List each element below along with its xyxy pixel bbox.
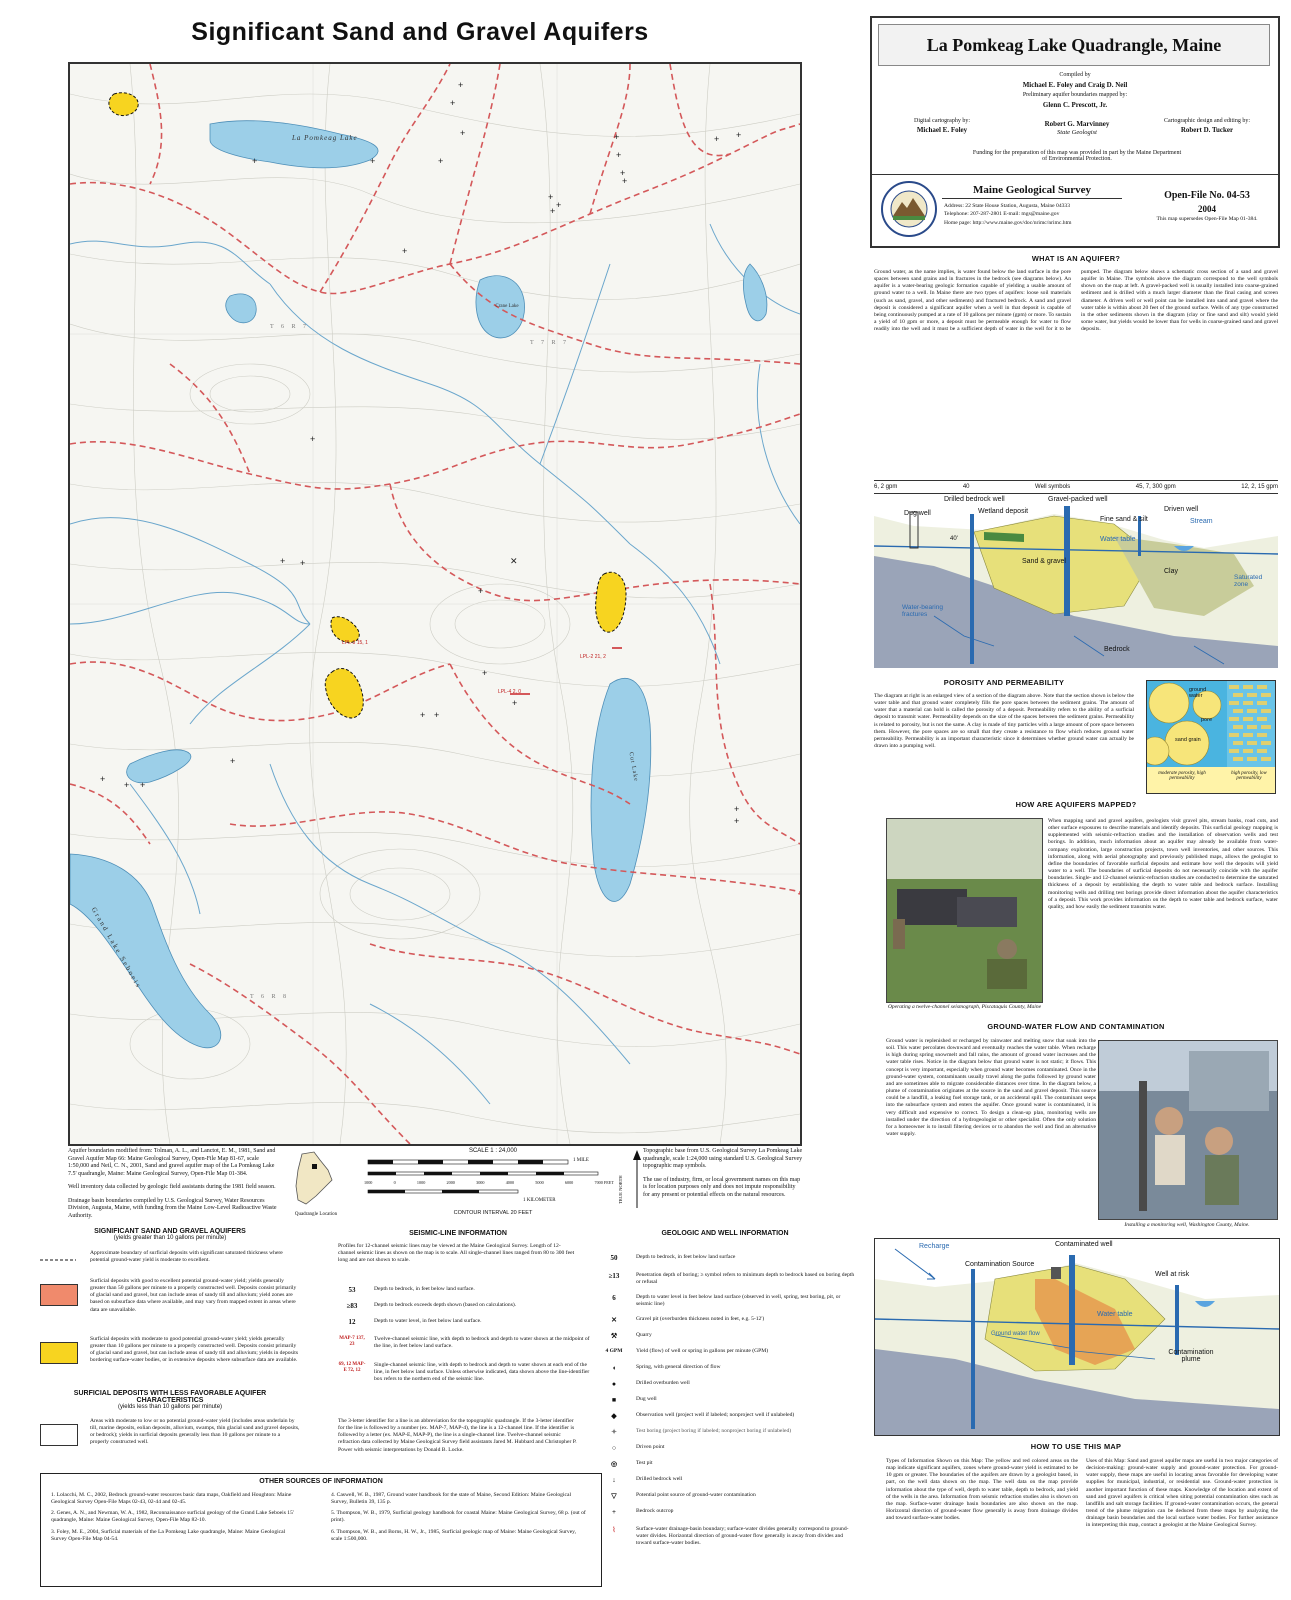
diag-label: Fine sand & silt [1100, 516, 1148, 523]
porosity-text: The diagram at right is an enlarged view of a section of the diagram above. Note that the section shown is below the water table and that ground water completely fills the pore spaces between the sediment grains. The amount of water that a material can hold is called the porosity of a deposit. Permeability refers to the ability of a surficial deposit to transmit water. Permeability depends on the size of the spaces between the sediment grains. Permeability is related to porosity, but is not the same. A clay is made of tiny particles with a large amount of pore space between them. However, the pore spaces are so small that they create a resistance to flow which reduces ground water permeability. Permeability is an important characteristic since it determines whether ground water can actually be drawn into a pumping well. [874, 693, 1134, 750]
svg-text:+: + [370, 156, 376, 166]
diag-label: Contaminated well [1055, 1241, 1113, 1248]
diag-label: Sand & gravel [1022, 558, 1066, 565]
quad-location-label: Quadrangle Location [294, 1212, 338, 1217]
legend-red-text: Surficial deposits with good to excellent potential ground-water yield; yields generally greater than 50 gallons per minute to a properly constructed well. Deposits consist primarily of glacial sand and gravel, but can include areas of sandy till and alluvium; yield zones are based on subsurface data where available, and may vary from mapped extent in areas where data are unavailable. [90, 1278, 297, 1313]
north-arrow-icon [630, 1150, 644, 1210]
lake-label: Cut Lake [627, 751, 639, 783]
scale-ticks: 1000 0 1000 2000 3000 4000 5000 6000 7000 FEET [364, 1180, 614, 1185]
svg-text:+: + [438, 156, 444, 166]
lake-label: La Pomkeag Lake [292, 134, 358, 142]
diag-label: Water table [1097, 1311, 1133, 1318]
svg-text:+: + [140, 780, 146, 790]
less-favorable-header [40, 1390, 300, 1410]
diag-label: Contamination Source [965, 1261, 1035, 1268]
section-title: HOW ARE AQUIFERS MAPPED? [1015, 800, 1137, 809]
section-title: GROUND-WATER FLOW AND CONTAMINATION [987, 1022, 1165, 1031]
svg-text:+: + [124, 780, 130, 790]
topo-note: Topographic base from U.S. Geological Survey La Pomkeag Lake quadrangle, scale 1:24,000 using standard U.S. Geological Survey topographic map symbols. [643, 1148, 803, 1169]
aquifer-cross-section [874, 496, 1278, 668]
ws-label: Well symbols [1035, 484, 1071, 490]
diag-label: Stream [1190, 518, 1213, 525]
monitoring-well-photo [1098, 1040, 1278, 1220]
township-label: T 6 R 7 [270, 324, 310, 330]
svg-text:+: + [734, 816, 740, 826]
white-swatch [40, 1424, 78, 1446]
seismograph-photo [886, 818, 1043, 1003]
diag-label: 40' [950, 536, 958, 542]
quad-title: La Pomkeag Lake Quadrangle, Maine [878, 24, 1270, 66]
svg-text:+: + [460, 128, 466, 138]
contamination-diagram [874, 1238, 1280, 1436]
flow-section [874, 1022, 1278, 1031]
aquifer-yellow[interactable] [325, 668, 363, 718]
map-panel[interactable] [68, 62, 802, 1146]
well-note: Well inventory data collected by geologic field assistants during the 1981 field season. [68, 1184, 276, 1190]
topographic-map [70, 64, 800, 1144]
svg-text:+: + [736, 130, 742, 140]
svg-text:+: + [482, 668, 488, 678]
scale-mile: 1 MILE [573, 1158, 589, 1163]
photo-scene [1099, 1041, 1277, 1219]
poro-caption: moderate porosity, high permeability [1158, 771, 1206, 781]
use-text-right: Uses of this Map: Sand and gravel aquifer maps are useful in two major categories of decision-making: ground-water supply and ground-water protection. For ground-water supply, these maps are useful in locating areas favorable for developing water supplies for municipal, industrial, or residential use. Ground-water protection is another important function of these maps. Knowledge of the location and extent of sand and gravel aquifers is critical when siting potential contamination sites such as landfills and salt storage facilities. If ground-water contamination occurs, the general trend of the plume migration can be deduced from these maps by analyzing the drainage basin boundaries and the local surface water bodies. For further assistance in interpreting this map, contact a geologist at the Maine Geological Survey. [1086, 1458, 1278, 1529]
seal-icon [880, 180, 938, 238]
aquifer-zones [109, 93, 626, 718]
svg-text:+: + [100, 774, 106, 784]
drainage-note: Drainage basin boundaries compiled by U.S. Geological Survey, Water Resources Division, Augusta, Maine, with funding from the Maine Low-Level Radioactive Waste Authority. [68, 1197, 277, 1219]
divider [872, 174, 1278, 175]
digital-label: Digital cartography by: [914, 118, 970, 124]
svg-text:+: + [434, 710, 440, 720]
lakes [70, 121, 767, 1048]
legend-white-text: Areas with moderate to low or no potential ground-water yield (includes areas underlain by till, marine deposits, eolian deposits, alluvium, swamps, thin glacial sand and gravel deposits, or bedrock); yields in surficial deposits generally less than 10 gallons per minute to a properly constructed well. [90, 1418, 300, 1446]
geologic-legend: GEOLOGIC AND WELL INFORMATION 50 Depth to bedrock, in feet below land surface ≥13 Penetration depth of boring; ≥ symbol refers to minimum depth to bedrock based on boring depth or refusal 6 Depth to water level in feet below land surface (observed in well, spring, test boring, pit, or seismic line) ✕ Gravel pit (overburden thickness noted in feet, e.g. 5-12') ⚒ Quarry 4 GPM Yield (flow) of well or spring in gallons per minute (GPM) ◖ Spring, with general direction of flow ● Drilled overburden well ■ Dug well ◆ Observation well (project well if labeled; nonproject well if unlabeled) ✦ Test boring (project boring if labeled; nonproject boring if unlabeled) ○ Driven point ◎ Test pit ↓ Drilled bedrock well ▽ Potential point source of ground-water contamination + Bedrock outcrop ⌇ Surface-water drainage-basin boundary; surface-water divides generally correspond to ground-water divides. Horizontal direction of ground-water flow generally is away from divides and toward surface-water bodies. [600, 1230, 850, 1600]
svg-text:+: + [548, 192, 554, 202]
svg-text:+: + [556, 200, 562, 210]
legend-yellow-text: Surficial deposits with moderate to good potential ground-water yield; yields generally greater than 10 gallons per minute to a properly constructed well. Deposits consist primarily of glacial sand and gravel, but can include areas of sandy till and alluvium; yields in deposits bordering surface-water bodies, or in extensive deposits where subsurface data are available. [90, 1336, 299, 1364]
aquifer-note: Aquifer boundaries modified from: Tolman, A. L., and Lanctot, E. M., 1981, Sand and Gravel Aquifer Map 66: Maine Geological Survey, Open-File Map 81-67, scale 1:50,000 and Neil, C. N., 2001, Sand and gravel aquifer map of the La Pomkeag Lake 7.5' quadrangle, Maine: Maine Geological Survey, Open-File Map 01-384. [68, 1148, 276, 1177]
diag-label: Gravel-packed well [1048, 496, 1108, 503]
township-label: T 6 R 8 [250, 994, 290, 1000]
geologist-name: Robert G. Marvinney [1044, 120, 1110, 128]
title-block [870, 16, 1280, 248]
other-sources-box [40, 1473, 602, 1587]
north-label: TRUE NORTH [618, 1175, 623, 1204]
svg-text:+: + [230, 756, 236, 766]
how-to-use-section [874, 1442, 1278, 1451]
address: Address: 22 State House Station, Augusta, Maine 04333 [944, 203, 1071, 209]
svg-text:+: + [714, 134, 720, 144]
seismic-label[interactable]: LPL-2 21, 2 [580, 654, 606, 660]
ws-item: 45, 7, 300 gpm [1135, 484, 1176, 490]
mapped-section [874, 800, 1278, 809]
diag-label: Wetland deposit [978, 508, 1029, 515]
seismic-intro: Profiles for 12-channel seismic lines may be viewed at the Maine Geological Survey. Length of 12-channel seismic lines as shown on the map is to scale. All single-channel lines ranged from 80 to 300 feet long and are not shown to scale. [338, 1243, 575, 1264]
prelim-name: Glenn C. Prescott, Jr. [1042, 101, 1108, 109]
section-title: POROSITY AND PERMEABILITY [943, 678, 1065, 687]
svg-text:+: + [458, 80, 464, 90]
section-title: HOW TO USE THIS MAP [1030, 1442, 1122, 1451]
lake-label: Grand Lake Seboeis [89, 905, 144, 991]
scale-bar [358, 1148, 628, 1216]
reference: 3. Foley, M. E., 2004, Surficial materials of the La Pomkeag Lake quadrangle, Maine: Maine Geological Survey Open-File Map 04-54. [51, 1528, 286, 1542]
aquifer-yellow[interactable] [331, 617, 359, 643]
diag-label: Drilled bedrock well [944, 496, 1005, 503]
contour-interval: CONTOUR INTERVAL 20 FEET [453, 1210, 533, 1216]
reference: 4. Caswell, W. B., 1987, Ground water handbook for the state of Maine, Second Edition: Maine Geological Survey, Bulletin 39, 135 p. [331, 1492, 572, 1506]
funding-note: Funding for the preparation of this map was provided in part by the Maine Department of Environmental Protection. [972, 150, 1182, 162]
contamination-graphic [875, 1239, 1279, 1435]
reference: 1. Lolacchi, M. C., 2002, Bedrock ground-water resources basic data maps, Oakfield and Houghton: Maine Geological Survey Open-File Maps 02-43, 02-44 and 02-45. [51, 1492, 292, 1506]
aquifer-legend [40, 1228, 300, 1468]
open-file-number: Open-File No. 04-53 [1164, 190, 1250, 201]
survey-name: Maine Geological Survey [973, 184, 1091, 196]
porosity-diagram [1146, 680, 1276, 794]
photo-caption: Operating a twelve-channel seismograph, Piscataquis County, Maine [887, 1004, 1042, 1010]
diag-label: Well at risk [1155, 1271, 1190, 1278]
diag-label: Ground water flow [991, 1331, 1040, 1337]
digital-name: Michael E. Foley [916, 126, 968, 134]
maine-outline-icon [288, 1150, 338, 1210]
carto-name: Robert D. Tucker [1180, 126, 1234, 134]
seismic-legend: SEISMIC-LINE INFORMATION Profiles for 12-channel seismic lines may be viewed at the Maine Geological Survey. Length of 12-channel seismic lines as shown on the map is to scale. All single-channel lines ranged from 80 to 300 feet long and are not shown to scale. 53 Depth to bedrock, in feet below land surface. ≥83 Depth to bedrock exceeds depth shown (based on calculations). 12 Depth to water level, in feet below land surface. MAP-7 137, 23 Twelve-channel seismic line, with depth to bedrock and depth to water shown at the midpoint of the line, in feet below land surface. 69, 12 MAP-E 72, 12 Single-channel seismic line, with depth to bedrock and depth to water shown at each end of the line, in feet below land surface. Unless otherwise indicated, data shown above the line-identifier box refers to the northern end of the seismic line. The 3-letter identifier for a line is an abbreviation for the topographic quadrangle. If the 3-letter identifier for the line is followed by a number (ex. MAP-7, MAP-4), the line is a 12-channel line. If the identifier is followed by a letter (ex. MAP-E, MAP-P), the line is a single-channel line. Twelve-channel seismic refraction data collected by Maine Geological Survey field assistants Jared M. Hubbard and Christopher P. Power with seismic interpretations by Donald B. Locke. [338, 1230, 590, 1453]
svg-text:+: + [622, 176, 628, 186]
svg-text:+: + [734, 804, 740, 814]
reference: 5. Thompson, W. B., 1979, Surficial geology handbook for coastal Maine: Maine Geological Survey, 68 p. (out of print). [331, 1510, 586, 1524]
map-notes [68, 1148, 808, 1238]
diag-label: Driven well [1164, 506, 1199, 513]
svg-text:+: + [420, 710, 426, 720]
ws-item: 40 [962, 484, 970, 490]
geologic-title: GEOLOGIC AND WELL INFORMATION [661, 1230, 789, 1237]
svg-text:✕: ✕ [510, 556, 518, 566]
legend-title: SIGNIFICANT SAND AND GRAVEL AQUIFERS [94, 1228, 246, 1235]
homepage-link[interactable]: Home page: http://www.maine.gov/doc/nrimc/nrimc.htm [944, 219, 1072, 226]
legend-title-2: SURFICIAL DEPOSITS WITH LESS FAVORABLE AQUIFER CHARACTERISTICS [73, 1390, 267, 1404]
svg-text:+: + [300, 558, 306, 568]
open-file-year: 2004 [1198, 204, 1216, 214]
north-arrow [630, 1150, 644, 1230]
supersedes-note: This map supersedes Open-File Map 01-384. [1156, 216, 1258, 222]
flow-text: Ground water is replenished or recharged by rainwater and melting snow that soak into the soil. This water percolates downward and eventually reaches the water table. When recharge is high during spring snowmelt and fall rains, the amount of ground water increases and the water table rises. Notice in the diagram below that ground water is not static; it flows. This concept is very important, especially when ground water becomes contaminated. Once in the ground-water system, contaminants usually travel along the paths followed by ground water and are sometimes able to migrate considerable distances over time. In the diagram below, a plume of contamination originates at the source in the sand and gravel deposit. This source could be a landfill, a leaking fuel storage tank, or an accidental spill. The contaminant seeps into the subsurface system and enters the aquifer. Once ground water is contaminated, it is very difficult and expensive to correct. To design a clean-up plan, monitoring wells are installed under the direction of a hydrogeologist or other specialist. Often the only solution for a homeowner is to install filtering devices or to abandon the well and find an alternative water supply. [886, 1038, 1096, 1138]
svg-text:+: + [252, 156, 258, 166]
svg-text:+: + [450, 98, 456, 108]
cross-section-diagram [874, 496, 1278, 668]
section-title: WHAT IS AN AQUIFER? [1031, 254, 1121, 263]
aquifer-section [874, 254, 1278, 469]
other-sources-title: OTHER SOURCES OF INFORMATION [259, 1478, 383, 1485]
svg-text:+: + [614, 132, 620, 142]
boundary-line-icon [40, 1258, 76, 1262]
notes-left [68, 1148, 278, 1220]
svg-text:+: + [310, 434, 316, 444]
mapped-text: When mapping sand and gravel aquifers, geologists visit gravel pits, stream banks, road cuts, and other surface exposures to describe materials and identify deposits. This surficial geology mapping is supplemented with seismic-refraction studies and the installation of observation wells and test borings. In addition, much information about an aquifer may already be available from water-company exploration, large construction projects, town well inventories, and other sources. This information, along with aerial photography and previously published maps, allows the geologist to define the boundaries of favorable surficial deposits and estimate how well the deposits will yield water to a well. The boundaries of surficial deposits do not necessarily coincide with the aquifer boundaries. Single- and 12-channel seismic-refraction studies are conducted to determine the saturated thickness of a deposit by establishing the depth to water table and bedrock surface. Installing monitoring wells and drilling test borings provide direct information about the aquifer characteristics of a deposit. This work provides information on the depth to water table and bedrock surface, water quality, and how easily the sediment transmits water. [1048, 818, 1278, 910]
refs-left [51, 1492, 301, 1543]
compilers: Michael E. Foley and Craig D. Neil [1022, 81, 1128, 89]
svg-text:+: + [512, 698, 518, 708]
scale-km: 1 KILOMETER [523, 1198, 556, 1203]
diag-label: Water table [1100, 536, 1136, 543]
svg-text:+: + [280, 556, 286, 566]
svg-text:+: + [616, 150, 622, 160]
diag-label: Dug well [904, 510, 931, 517]
legend-subtitle-2: (yields less than 10 gallons per minute) [117, 1404, 223, 1410]
carto-label: Cartographic design and editing by: [1164, 118, 1250, 124]
ws-item: 6, 2 gpm [874, 484, 898, 490]
poro-label: ground water [1189, 687, 1207, 699]
prelim-label: Preliminary aquifer boundaries mapped by: [1022, 92, 1128, 98]
compiled-label: Compiled by [1059, 72, 1091, 78]
well-symbol-strip [874, 480, 1278, 494]
township-label: T 7 R 7 [530, 340, 570, 346]
diag-label: Contamination plume [1168, 1349, 1214, 1363]
poro-label: pore [1201, 717, 1213, 723]
svg-text:+: + [550, 206, 556, 216]
seismic-footer: The 3-letter identifier for a line is an abbreviation for the topographic quadrangle. If the 3-letter identifier for the line is followed by a number (ex. MAP-7, MAP-4), the line is a 12-channel line. If the identifier is followed by a letter (ex. MAP-E, MAP-P), the line is a single-channel line. Twelve-channel seismic refraction data collected by Maine Geological Survey field assistants Jared M. Hubbard and Christopher P. Power with seismic interpretations by Donald B. Locke. [338, 1418, 577, 1453]
map-title: Significant Sand and Gravel Aquifers [191, 18, 649, 46]
geologist-title: State Geologist [1057, 129, 1097, 136]
diag-label: Water-bearing fractures [902, 604, 943, 618]
seismic-label[interactable]: LPL-3 15, 1 [342, 640, 368, 646]
quadrangle-location-map [288, 1150, 338, 1210]
poro-caption: high porosity, low permeability [1231, 771, 1267, 781]
reference: 6. Thompson, W. B., and Borns, H. W., Jr., 1985, Surficial geologic map of Maine: Maine Geological Survey, scale 1:500,000. [331, 1528, 577, 1542]
legend-boundary-text: Approximate boundary of surficial deposits with significant saturated thickness where potential ground-water yield is moderate to excellent. [90, 1250, 283, 1264]
diag-label: Clay [1164, 568, 1179, 575]
diag-label: Recharge [919, 1243, 950, 1250]
divider [942, 198, 1122, 199]
diag-label: Saturated zone [1234, 574, 1263, 588]
svg-text:+: + [478, 586, 484, 596]
industry-note: The use of industry, firm, or local government names on this map is for location purposes only and does not impute responsibility for any present or potential effects on the natural resources. [643, 1176, 801, 1198]
telephone: Telephone: 207-287-2801 E-mail: mgs@maine.gov [944, 211, 1060, 218]
photo-caption: Installing a monitoring well, Washington County, Maine. [1124, 1222, 1250, 1228]
poro-label: sand grain [1175, 737, 1201, 743]
use-text-left: Types of Information Shown on this Map: The yellow and red colored areas on the map indicate significant aquifers, zones where ground-water yield is estimated to be 10 gpm or greater. The boundaries of the aquifers are drawn by a geologist based, in part, on the well data shown on the map. The well data on the map provide information about the type of well, depth to water table, depth to bedrock, and yield of the wells in the area. Information from seismic refraction studies also is shown on the map. Surface-water drainage basin boundaries are also shown on the map. Horizontal direction of ground-water flow generally is away from drainage divides and toward surface-water bodies. [886, 1458, 1078, 1522]
maine-seal-logo [880, 180, 938, 238]
ws-item: 12, 2, 15 gpm [1241, 484, 1278, 490]
survey-contact [944, 202, 1134, 227]
scale-label: SCALE 1 : 24,000 [468, 1148, 518, 1154]
refs-right [331, 1492, 586, 1543]
legend-subtitle: (yields greater than 10 gallons per minute) [113, 1235, 227, 1241]
aquifer-yellow[interactable] [596, 572, 626, 632]
red-swatch [40, 1284, 78, 1306]
diag-label: Bedrock [1104, 646, 1130, 653]
yellow-swatch [40, 1342, 78, 1364]
svg-text:+: + [402, 246, 408, 256]
seismic-label[interactable]: LPL-4 2, 0 [498, 689, 522, 695]
reference: 2. Genes, A. N., and Newman, W. A., 1982, Reconnaissance surficial geology of the Grand Lake Seboeis 15' quadrangle, Maine: Maine Geological Survey, Open-File Map 82-10. [51, 1510, 294, 1524]
aquifer-text: Ground water, as the name implies, is water found below the land surface in the pore spaces between sand grains and in fractures in the bedrock (see diagrams below). An aquifer is a water-bearing geologic formation capable of yielding a usable amount of ground water to a well. In Maine there are two types of aquifers: loose soil materials (such as sand, gravel, and other sediments) and fractured bedrock. A sand and gravel deposit is considered a significant aquifer when a well in that deposit is capable of being continuously pumped at a rate of 10 gallons per minute (gpm) or more. To sustain a yield of 10 gpm or more, a deposit must be permeable enough for water to flow readily into the well and it must be a sufficient depth of water in the well for it to be pumped. The diagram below shows a schematic cross section of a sand and gravel aquifer in Maine. The symbols above the diagram correspond to the well symbols shown on the map at left. A gravel-packed well is usually installed into coarse-grained sediment and is drilled with a much larger diameter than the final casing and screen diameter. A driven well or well point can be installed into sand and gravel where the water table is within about 20 feet of the ground surface. Wells of any type constructed in the other sediments shown in the diagram (clay or fine sand and silt) would yield some water, but yields would be lower than for wells in coarse-grained sand and gravel deposits. [874, 269, 1278, 333]
seismic-title: SEISMIC-LINE INFORMATION [409, 1230, 507, 1237]
lake-label: Crane Lake [495, 304, 519, 309]
notes-right [643, 1148, 803, 1199]
porosity-section [874, 678, 1134, 803]
svg-text:+: + [620, 168, 626, 178]
photo-scene [887, 819, 1042, 1002]
